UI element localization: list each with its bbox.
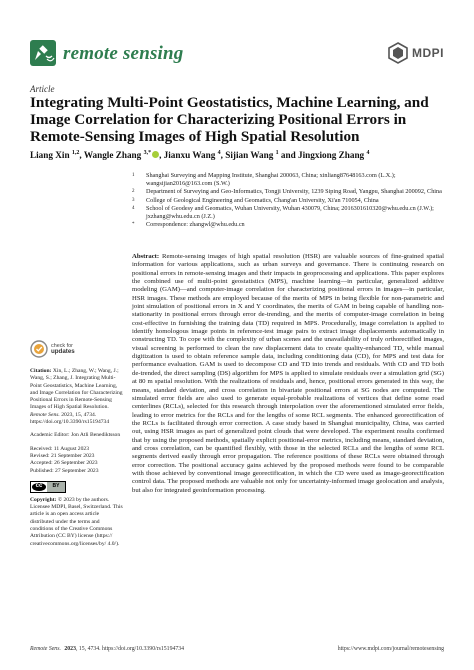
footer-citation <box>30 646 184 652</box>
journal-logo-icon <box>30 40 56 66</box>
received-date: Received: 11 August 2023 <box>30 445 89 452</box>
affiliation-text: College of Geological Engineering and Geomatics, Chang'an University, Xi'an 710054, China <box>146 196 379 204</box>
published-date: Published: 27 September 2023 <box>30 467 99 474</box>
publisher-name: MDPI <box>412 46 444 60</box>
editor-label: Academic Editor: <box>30 432 70 439</box>
mdpi-logo[interactable] <box>387 42 444 64</box>
affiliation-item <box>132 172 442 187</box>
copyright-label: Copyright: <box>30 496 57 503</box>
affiliation-text: School of Geodesy and Geomatics, Wuhan University, Wuhan 430079, China; 2016301610320@whu.edu.cn (J.W.); jxzhang@whu.edu.cn (J.Z.) <box>146 205 434 220</box>
footer-journal-url[interactable]: https://www.mdpi.com/journal/remotesensing <box>337 646 444 652</box>
by-icon: BY <box>47 482 65 492</box>
affiliation-text: Shanghai Surveying and Mapping Institute, Shanghai 200063, China; xinliang87648163.com (L.X.); wangsijian2016@163.com (S.W.) <box>146 172 396 187</box>
dates-block <box>30 446 124 475</box>
author-affiliation-mark: 4 <box>217 150 221 156</box>
author-affiliation-mark: 1,2 <box>71 150 80 156</box>
check-for-updates-badge[interactable] <box>30 340 124 358</box>
mdpi-hexagon-icon <box>387 42 409 64</box>
copyright-block <box>30 497 124 548</box>
editor-block <box>30 432 124 439</box>
check-updates-line1: check for <box>51 343 73 349</box>
author-name[interactable]: Jingxiong Zhang $^4$ <box>298 150 370 161</box>
affiliation-text: Department of Surveying and Geo-Informatics, Tongji University, 1239 Siping Road, Yangpu, Shanghai 200092, China <box>146 188 442 196</box>
citation-block <box>30 368 124 426</box>
paper-title: Integrating Multi-Point Geostatistics, Machine Learning, and Image Correlation for Characterizing Positional Errors in Remote-Sensing Images of High Spatial Resolution <box>30 94 429 145</box>
journal-header <box>30 40 444 68</box>
citation-journal: Remote Sens. <box>30 411 60 418</box>
affiliation-item <box>132 205 442 220</box>
author-separator: and <box>278 150 299 161</box>
author-separator: , <box>159 150 164 161</box>
author-affiliation-mark: 3,* <box>143 150 152 156</box>
footer-year: 2023 <box>64 646 76 652</box>
affiliation-mark: 4 <box>132 206 135 212</box>
affiliation-item <box>132 188 442 196</box>
abstract-text: Remote-sensing images of high spatial resolution (HSR) are valuable sources of fine-grained spatial information for various applications, such as urban surveys and governance. There is continuing research on positional errors in remote-sensing images and their impacts in geoprocessing and applications. This paper explores the combined use of multi-point geostatistics (MPS), machine learning—in particular, generalized additive modeling (GAM)—and computer-image correlation for characterizing positional errors in images—in particular, HSR images. These methods are employed because of the merits of MPS in being flexible for non-parametric and joint simulation of positional errors in X and Y coordinates, the merits of GAM in being capable of handling non-stationarity in positional errors through error de-trending, and the merits of computer-image correlation in being cost-effective in furnishing the training data (TD) required in MPS. Procedurally, image correlation is applied to identify homologous image points in reference-test image pairs to extract image displacements automatically in constructing TD. To cope with the complexity of urban scenes and the unavailability of truly orthorectified images, visual screening is performed to clean the raw displacement data to create quality-enhanced TD, while manual digitization is used to obtain reference sample data, including conditioning data (CD), for MPS and test data for performance evaluation. GAM is used to decompose CD and TD into trends and residuals. With CD and TD both de-trended, the direct sampling (DS) algorithm for MPS is applied to simulate residuals over a simulation grid (SG) at 80 m spatial resolution. With the realizations of residuals and, hence, positional errors generated in this way, the means, standard deviation, and cross correlation in bivariate positional errors at SG nodes are computed. The simulated error fields are also used to generate equal-probable realizations of vertices that define some road centerlines (RCLs), selected for this research through interpolation over the aforementioned simulated error fields, leading to error metrics for the RCLs and for the lengths of some RCL segments. The enhanced georectification of the RCLs is facilitated through error correction. A case study based in Shanghai municipality, China, was carried out, using HSR images as part of generalized point clouds that were developed. The experiment results confirmed that by using the proposed methods, spatially explicit positional-error metrics, including means, standard deviation, and cross correlation, can be quantified flexibly, with those in the selected RCLs and the lengths of some RCL segments derived easily through error propagation. The reference positions of these RCLs were obtained through error correction. The positional accuracy gains achieved by the proposed methods were found to be comparable with those achieved by conventional image georectification, in which the CD were used as image-georectification control data. The proposed methods are valuable not only for uncertainty-informed image geolocation and analysis, but also for integrated geoinformation processing. <box>132 253 444 494</box>
author-name[interactable]: Liang Xin $^{1,2}$ <box>30 150 80 161</box>
orcid-icon[interactable] <box>152 151 159 158</box>
accepted-date: Accepted: 26 September 2023 <box>30 460 98 467</box>
copyright-text: © 2023 by the authors. Licensee MDPI, Basel, Switzerland. This article is an open access article distributed under the terms and conditions of the Creative Commons Attribution (CC BY) license (https:// creativecommons.org/licenses/by/ 4.0/). <box>30 496 123 547</box>
check-updates-icon <box>30 340 48 358</box>
affiliations <box>132 172 442 230</box>
author-separator: , <box>79 150 84 161</box>
check-updates-line2: updates <box>51 348 75 355</box>
footer-volume[interactable]: , 15, 4734. https://doi.org/10.3390/rs15194734 <box>75 646 185 652</box>
affiliation-mark: 1 <box>132 173 135 178</box>
author-name[interactable]: Wangle Zhang $^{3,*}$ <box>84 150 159 160</box>
author-separator: , <box>220 150 226 161</box>
license-badge[interactable] <box>30 481 124 493</box>
author-list <box>30 150 450 160</box>
author-name[interactable]: Sijian Wang $^1$ <box>225 150 279 161</box>
author-name[interactable]: Jianxu Wang $^4$ <box>163 150 221 161</box>
affiliation-mark: 3 <box>132 197 135 203</box>
sidebar <box>30 340 124 554</box>
revised-date: Revised: 21 September 2023 <box>30 452 95 459</box>
citation-text: Xin, L.; Zhang, W.; Wang, J.; Wang, S.; Zhang, J. Integrating Multi-Point Geostatistics, Machine Learning, and Image Correlation for Characterizing Positional Errors in Remote-Sensing Images of High Spatial Resolution. <box>30 368 123 411</box>
footer-journal: Remote Sens. <box>30 646 61 652</box>
citation-ref[interactable]: 2023, 15, 4734. https://doi.org/10.3390/rs15194734 <box>30 411 110 426</box>
affiliation-item <box>132 197 442 205</box>
affiliation-mark: 2 <box>132 189 135 195</box>
journal-name[interactable]: remote sensing <box>63 43 184 64</box>
citation-label: Citation: <box>30 368 52 374</box>
affiliation-mark: * <box>132 222 135 228</box>
author-affiliation-mark: 1 <box>275 150 279 156</box>
author-affiliation-mark: 4 <box>366 150 370 156</box>
abstract <box>132 253 444 495</box>
affiliation-item <box>132 221 442 229</box>
article-type: Article <box>30 84 55 94</box>
cc-icon: cc <box>32 483 46 491</box>
abstract-label: Abstract: <box>132 253 160 260</box>
editor-name: Jon Atli Benediktsson <box>71 432 121 439</box>
affiliation-text: Correspondence: zhangwl@whu.edu.cn <box>146 221 245 229</box>
